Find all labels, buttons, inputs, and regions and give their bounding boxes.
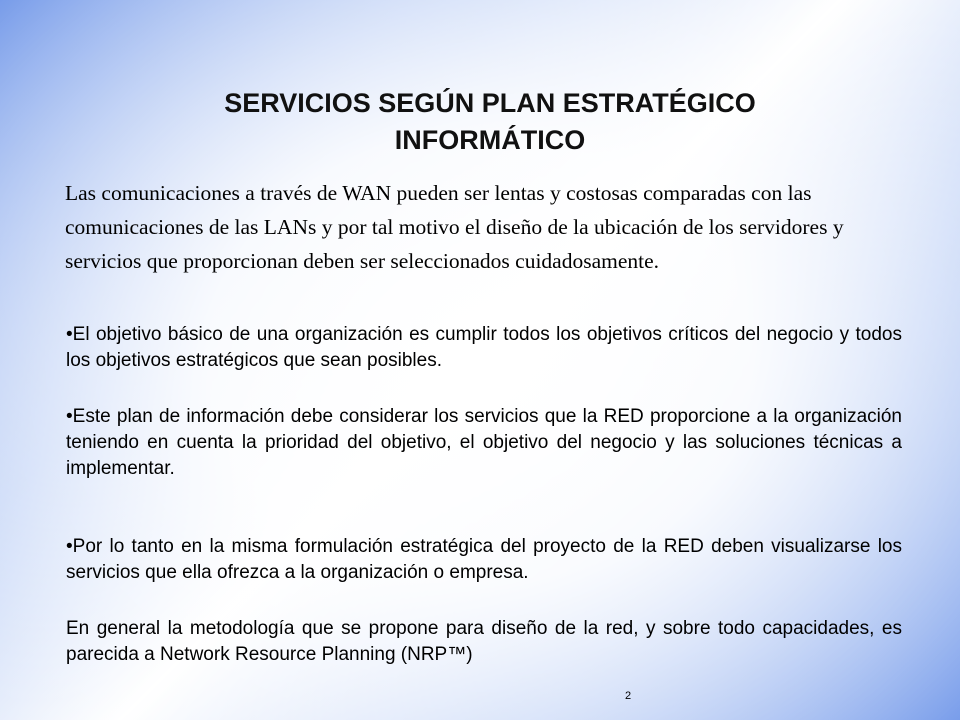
intro-paragraph: Las comunicaciones a través de WAN pueden ser lentas y costosas comparadas con las comunicaciones de las LANs y por tal motivo el diseño de la ubicación de los servidores y servicios que proporcionan deben ser seleccionados cuidadosamente. bbox=[65, 181, 844, 273]
bullet-objetivo-basico: •El objetivo básico de una organización es cumplir todos los objetivos críticos del negocio y todos los objetivos estratégicos que sean posibles. bbox=[66, 324, 902, 371]
metodologia-paragraph: En general la metodología que se propone para diseño de la red, y sobre todo capacidades, es parecida a Network Resource Planning (NRP™) bbox=[66, 618, 902, 665]
bullet-plan-informacion: •Este plan de información debe considerar los servicios que la RED proporcione a la organización teniendo en cuenta la prioridad del objetivo, el objetivo del negocio y las soluciones técnicas a implementar. bbox=[66, 406, 902, 479]
bullet-formulacion-estrategica: •Por lo tanto en la misma formulación estratégica del proyecto de la RED deben visualizarse los servicios que ella ofrezca a la organización o empresa. bbox=[66, 536, 902, 583]
slide-title bbox=[120, 85, 860, 159]
title-line-2: INFORMÁTICO bbox=[394, 125, 586, 155]
title-line-1: SERVICIOS SEGÚN PLAN ESTRATÉGICO bbox=[224, 88, 756, 118]
page-number: 2 bbox=[624, 690, 632, 702]
